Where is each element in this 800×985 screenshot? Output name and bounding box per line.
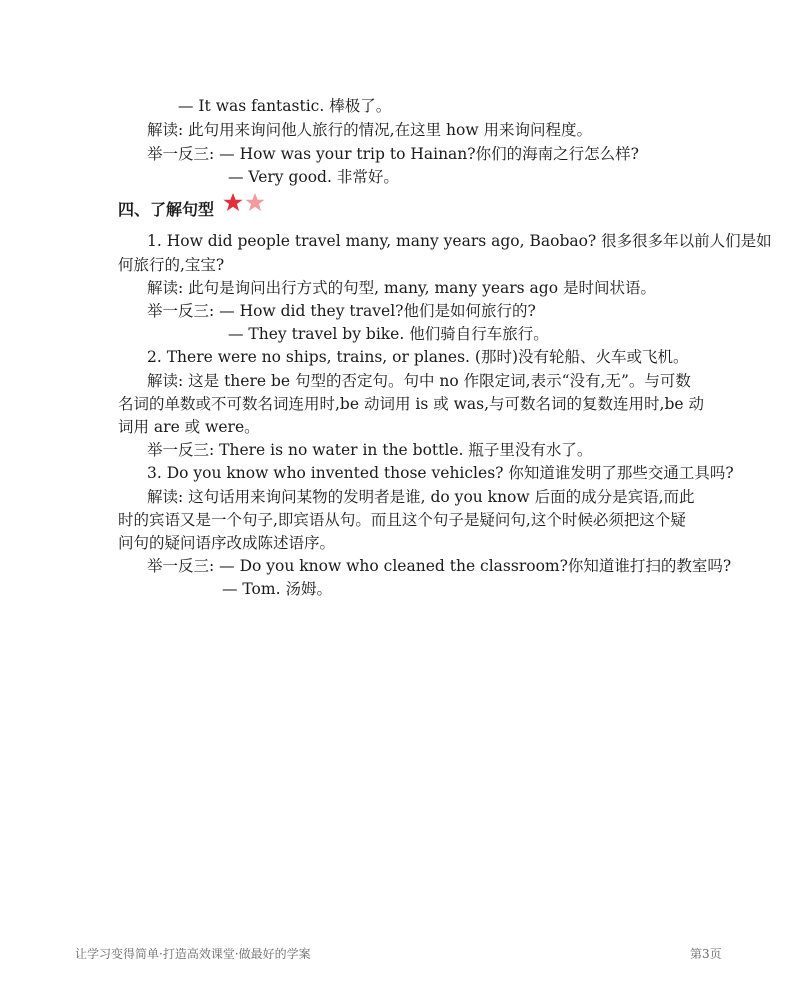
star-filled-icon bbox=[223, 193, 242, 211]
item1-explanation: 解读: 此句是询问出行方式的句型, many, many years ago 是时间状语。 bbox=[147, 279, 656, 297]
footer-left: 让学习变得简单·打造高效课堂·做最好的学案 bbox=[75, 947, 311, 959]
answer-line: — It was fantastic. 棒极了。 bbox=[178, 97, 392, 115]
item2-explanation-line1: 解读: 这是 there be 句型的否定句。句中 no 作限定词,表示“没有,无”。与可数 bbox=[147, 372, 691, 390]
item1-sentence-line2: 何旅行的,宝宝? bbox=[118, 256, 225, 274]
item3-explanation-line3: 问句的疑问语序改成陈述语序。 bbox=[118, 534, 336, 552]
footer-page-number: 第3页 bbox=[690, 947, 722, 959]
item3-example-question: 举一反三: — Do you know who cleaned the classroom?你知道谁打扫的教室吗? bbox=[147, 557, 732, 575]
star-half-icon bbox=[245, 193, 264, 211]
section-heading: 四、了解句型 bbox=[118, 200, 215, 219]
item1-example-answer: — They travel by bike. 他们骑自行车旅行。 bbox=[228, 325, 549, 343]
item3-sentence: 3. Do you know who invented those vehicles? 你知道谁发明了那些交通工具吗? bbox=[147, 464, 734, 482]
item2-explanation-line2: 名词的单数或不可数名词连用时,be 动词用 is 或 was,与可数名词的复数连用时,be 动 bbox=[118, 395, 704, 413]
item1-example-question: 举一反三: — How did they travel?他们是如何旅行的? bbox=[147, 302, 536, 320]
item2-example: 举一反三: There is no water in the bottle. 瓶子里没有水了。 bbox=[147, 441, 593, 459]
example-answer: — Very good. 非常好。 bbox=[228, 168, 399, 186]
item2-sentence: 2. There were no ships, trains, or planes. (那时)没有轮船、火车或飞机。 bbox=[147, 348, 689, 366]
item3-explanation-line2: 时的宾语又是一个句子,即宾语从句。而且这个句子是疑问句,这个时候必须把这个疑 bbox=[118, 511, 686, 529]
item1-sentence-line1: 1. How did people travel many, many years ago, Baobao? 很多很多年以前人们是如 bbox=[147, 232, 772, 250]
example-question: 举一反三: — How was your trip to Hainan?你们的海南之行怎么样? bbox=[147, 145, 639, 163]
item3-example-answer: — Tom. 汤姆。 bbox=[222, 580, 332, 598]
explanation-line: 解读: 此句用来询问他人旅行的情况,在这里 how 用来询问程度。 bbox=[147, 121, 593, 139]
item2-explanation-line3: 词用 are 或 were。 bbox=[118, 418, 260, 436]
item3-explanation-line1: 解读: 这句话用来询问某物的发明者是谁, do you know 后面的成分是宾语,而此 bbox=[147, 488, 695, 506]
difficulty-rating bbox=[222, 192, 268, 218]
